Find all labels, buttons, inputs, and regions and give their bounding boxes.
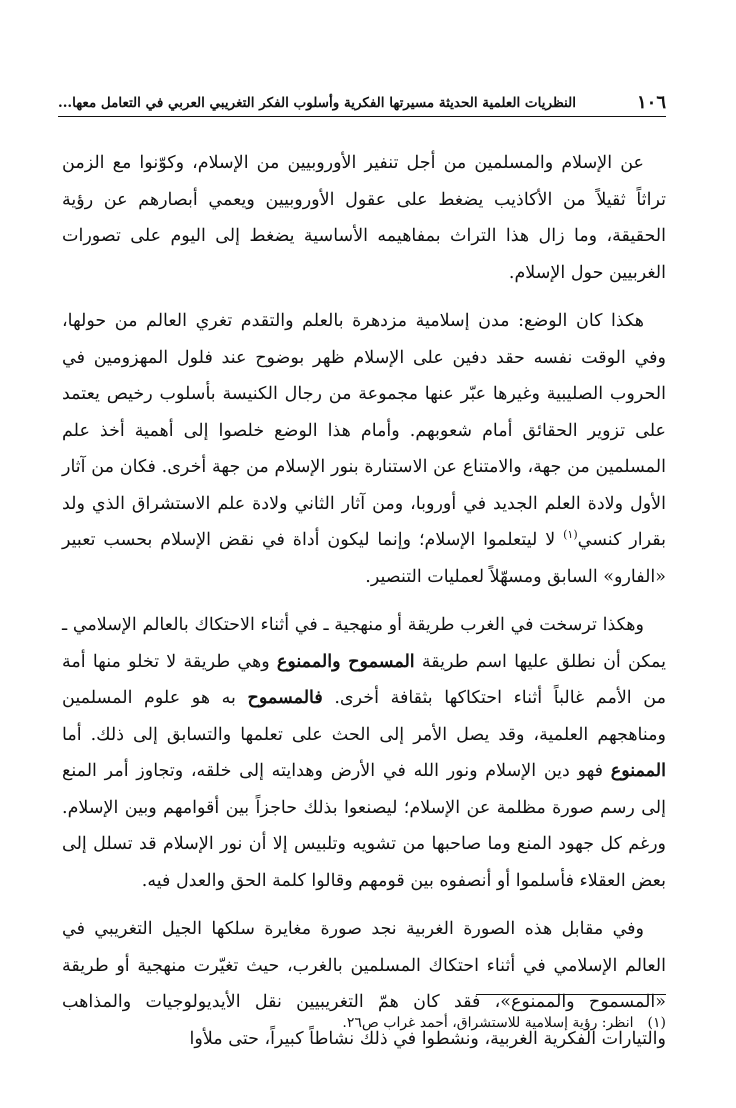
footnote-number: (١) [647, 1015, 666, 1031]
paragraph-3-part-1: وهكذا ترسخت في الغرب طريقة أو منهجية ـ في أثناء الاحتكاك بالعالم الإسلامي ـ يمكن أن نطلق عليها اسم طريقة [62, 615, 666, 672]
page-header [58, 86, 666, 117]
footnote-divider [476, 994, 666, 995]
paragraph-2-part-2: لا ليتعلموا الإسلام؛ وإنما ليكون أداة في نقض الإسلام بحسب تعبير «الفارو» السابق ومسهّلاً لعمليات التنصير. [62, 530, 666, 587]
term-allowed-forbidden: المسموح والممنوع [276, 651, 415, 672]
paragraph-2-part-1: هكذا كان الوضع: مدن إسلامية مزدهرة بالعلم والتقدم تغري العالم من حولها، وفي الوقت نفسه حقد دفين على الإسلام ظهر بوضوح عند فلول المهزومين في الحروب الصليبية وغيرها عبّر عنها مجموعة من رجال الكنيسة بأسلوب رخيص يعتمد على تزوير الحقائق أمام شعوبهم. وأمام هذا الوضع خلصوا إلى أهمية أخذ علم المسلمين من جهة، والامتناع عن الاستنارة بنور الإسلام من جهة أخرى. فكان من آثار الأول ولادة العلم الجديد في أوروبا، ومن آثار الثاني ولادة علم الاستشراق الذي ولد بقرار كنسي [62, 311, 666, 550]
term-forbidden: الممنوع [610, 761, 666, 781]
running-title: النظريات العلمية الحديثة مسيرتها الفكرية وأسلوب الفكر التغريبي العربي في التعامل معها... [58, 95, 576, 111]
paragraph-3-part-2: وهي طريقة لا تخلو منها أمة من الأمم غالباً أثناء احتكاكها بثقافة أخرى. [62, 651, 666, 708]
page-number: ١٠٦ [636, 92, 666, 113]
footnote-reference[interactable]: (١) [563, 528, 578, 542]
paragraph-1-text: عن الإسلام والمسلمين من أجل تنفير الأوروبيين من الإسلام، وكوّنوا مع الزمن تراثاً ثقيلاً من الأكاذيب يضغط على عقول الأوروبيين ويعمي أبصارهم عن رؤية الحقيقة، وما زال هذا التراث بمفاهيمه الأساسية يضغط إلى اليوم على تصورات الغربيين حول الإسلام. [62, 153, 666, 283]
term-allowed: فالمسموح [247, 688, 323, 708]
paragraph-3-part-4: فهو دين الإسلام ونور الله في الأرض وهدايته إلى خلقه، وتجاوز أمر المنع إلى رسم صورة مظلمة عن الإسلام؛ ليصنعوا بذلك حاجزاً بين أقوامهم وبين الإسلام. ورغم كل جهود المنع وما صاحبها من تشويه وتلبيس إلا أن نور الإسلام قد تسلل إلى بعض العقلاء فأسلموا أو أنصفوه بين قومهم وقالوا كلمة الحق والعدل فيه. [62, 761, 666, 891]
paragraph-3 [62, 607, 666, 899]
paragraph-4 [62, 911, 666, 1057]
footnote [62, 1012, 666, 1034]
paragraph-3-part-3: به هو علوم المسلمين ومناهجهم العلمية، وقد يصل الأمر إلى الحث على تعلمها والتسابق إلى ذلك. أما [62, 688, 666, 745]
paragraph-2 [62, 303, 666, 595]
paragraph-1 [62, 145, 666, 291]
footnote-text: انظر: رؤية إسلامية للاستشراق، أحمد غراب ص٢٦. [342, 1015, 634, 1031]
paragraph-4-text: وفي مقابل هذه الصورة الغربية نجد صورة مغايرة سلكها الجيل التغريبي في العالم الإسلامي في أثناء احتكاك المسلمين بالغرب، حيث تغيّرت منهجية أو طريقة «المسموح والممنوع»، فقد كان همّ التغريبيين نقل الأيديولوجيات والمذاهب والتيارات الفكرية الغربية، ونشطوا في ذلك نشاطاً كبيراً، حتى ملأوا [62, 919, 666, 1049]
body-text [62, 145, 666, 1057]
